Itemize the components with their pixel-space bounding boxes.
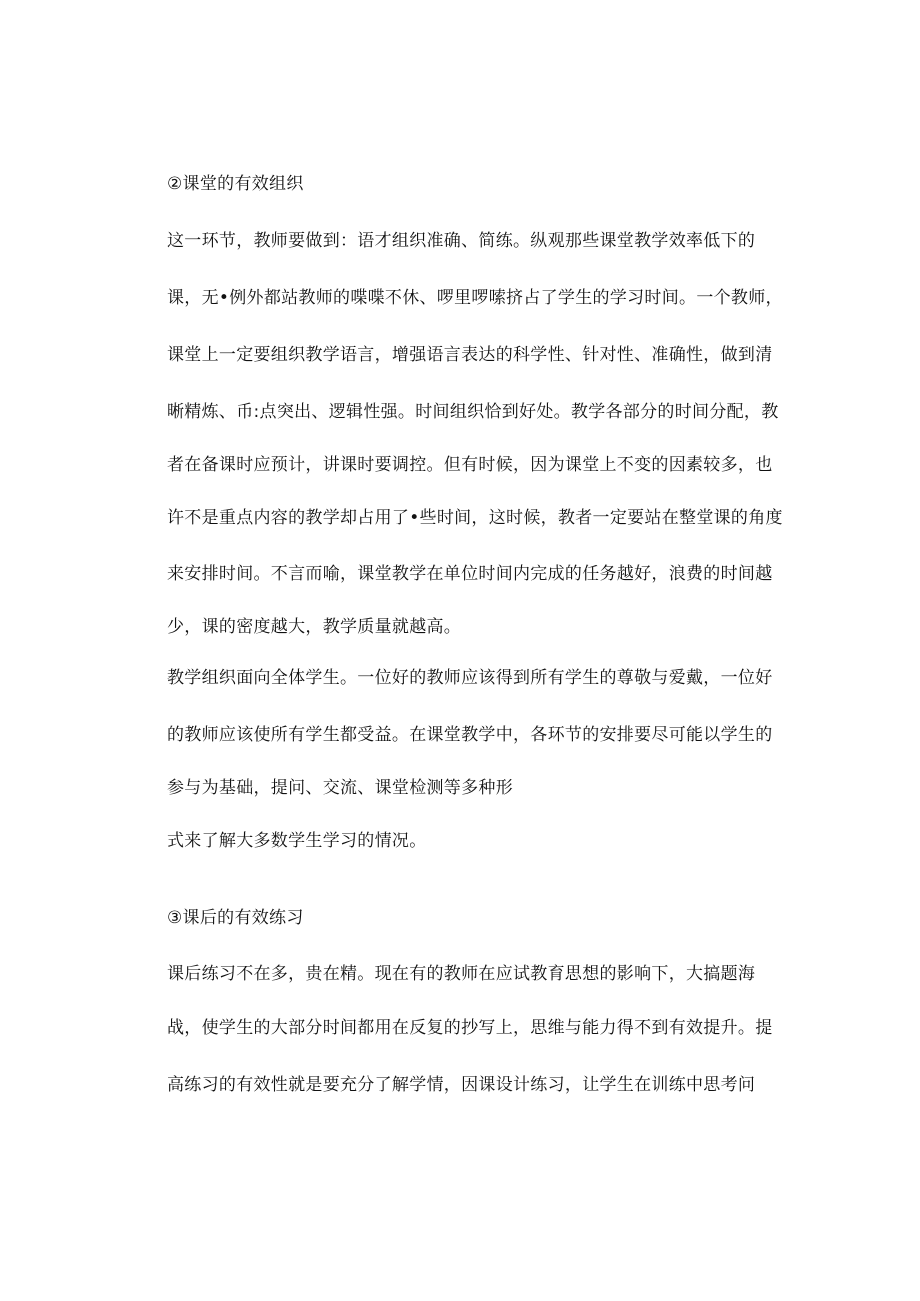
paragraph-line: 参与为基础，提问、交流、课堂检测等多种形 [167, 778, 513, 798]
paragraph-line: 高练习的有效性就是要充分了解学情，因课设计练习，让学生在训练中思考问 [167, 1075, 756, 1095]
paragraph-line: 许不是重点内容的教学却占用了•些时间，这时候，教者一定要站在整堂课的角度 [167, 508, 783, 528]
paragraph-line: 课，无•例外都站教师的喋喋不休、啰里啰嗦挤占了学生的学习时间。一个教师， [167, 288, 783, 308]
paragraph-line: 这一环节，教师要做到：语才组织准确、简练。纵观那些课堂教学效率低下的 [167, 231, 756, 251]
paragraph-line: 教学组织面向全体学生。一位好的教师应该得到所有学生的尊敬与爱戴，一位好 [167, 668, 773, 688]
section-heading: ②课堂的有效组织 [167, 174, 304, 194]
paragraph-line: 式来了解大多数学生学习的情况。 [167, 831, 427, 851]
paragraph-line: 课后练习不在多，贵在精。现在有的教师在应试教育思想的影响下，大搞题海 [167, 964, 756, 984]
paragraph-line: 战，使学生的大部分时间都用在反复的抄写上，思维与能力得不到有效提升。提 [167, 1018, 773, 1038]
paragraph-line: 晰精炼、币:点突出、逻辑性强。时间组织恰到好处。教学各部分的时间分配，教 [167, 402, 779, 422]
paragraph-line: 课堂上一定要组织教学语言，增强语言表达的科学性、针对性、准确性，做到清 [167, 345, 773, 365]
paragraph-line: 少，课的密度越大，教学质量就越高。 [167, 617, 462, 637]
paragraph-line: 的教师应该使所有学生都受益。在课堂教学中，各环节的安排要尽可能以学生的 [167, 725, 773, 745]
section-heading: ③课后的有效练习 [167, 908, 304, 928]
paragraph-line: 者在备课时应预计，讲课时要调控。但有时候，因为课堂上不变的因素较多，也 [167, 455, 773, 475]
paragraph-line: 来安排时间。不言而喻，课堂教学在单位时间内完成的任务越好，浪费的时间越 [167, 564, 773, 584]
